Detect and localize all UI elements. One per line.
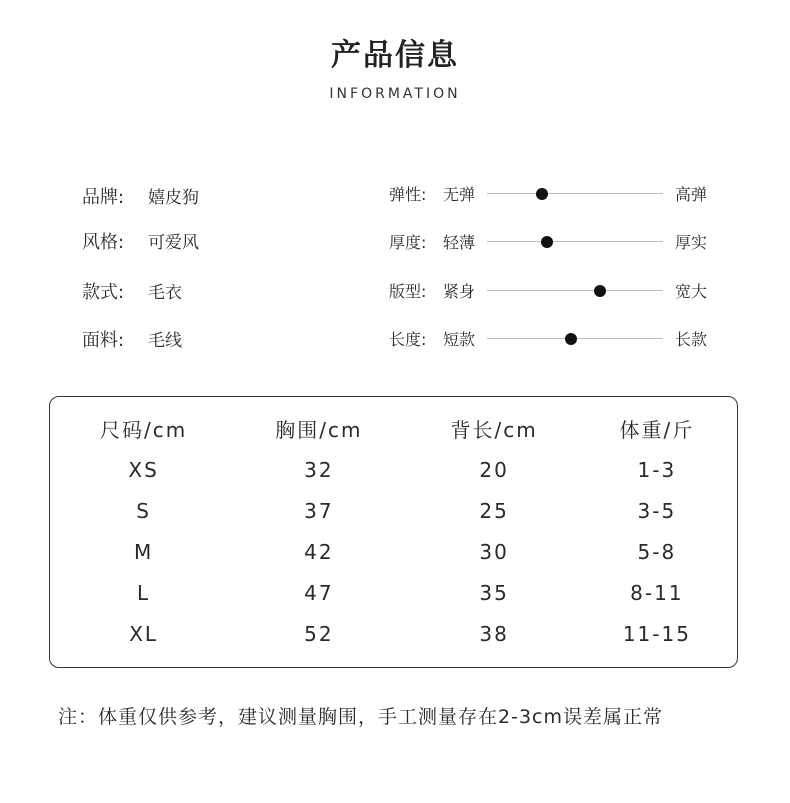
table-cell: L xyxy=(137,580,151,605)
scale-fit xyxy=(389,279,719,303)
table-row xyxy=(56,490,732,531)
table-cell: 42 xyxy=(304,539,334,564)
scale-high-label: 宽大 xyxy=(675,282,708,301)
attribute-value: 可爱风 xyxy=(148,233,199,253)
attribute-value: 嬉皮狗 xyxy=(148,188,199,208)
page-title: 产品信息 xyxy=(331,38,459,73)
size-table xyxy=(56,407,732,654)
table-cell: 20 xyxy=(479,457,509,482)
table-cell: M xyxy=(133,539,154,564)
scale-low-label: 紧身 xyxy=(443,282,476,301)
scale-track xyxy=(487,193,663,194)
scale-label: 弹性: xyxy=(389,185,427,204)
scale-marker xyxy=(536,188,548,200)
attribute-label: 款式: xyxy=(82,282,125,303)
table-cell: 35 xyxy=(479,580,509,605)
table-cell: 1-3 xyxy=(637,457,677,482)
table-row xyxy=(56,572,732,613)
table-cell: 25 xyxy=(479,498,509,523)
column-header: 体重/斤 xyxy=(619,417,695,442)
table-cell: 11-15 xyxy=(622,621,691,646)
table-header-row xyxy=(56,407,732,449)
column-header: 胸围/cm xyxy=(275,417,363,442)
attribute-fabric xyxy=(82,326,182,352)
scale-track xyxy=(487,290,663,291)
size-table-box xyxy=(49,396,738,668)
column-header: 背长/cm xyxy=(450,417,538,442)
attribute-type xyxy=(82,278,182,304)
table-cell: 38 xyxy=(479,621,509,646)
scale-thickness xyxy=(389,230,719,254)
table-cell: 3-5 xyxy=(637,498,677,523)
scale-high-label: 厚实 xyxy=(675,233,708,252)
table-cell: XL xyxy=(129,621,159,646)
attribute-value: 毛线 xyxy=(148,331,182,351)
scale-elasticity xyxy=(389,182,719,206)
column-header: 尺码/cm xyxy=(100,417,188,442)
table-row xyxy=(56,531,732,572)
table-cell: XS xyxy=(128,457,159,482)
scale-label: 长度: xyxy=(389,330,427,349)
table-row xyxy=(56,613,732,654)
table-cell: 52 xyxy=(304,621,334,646)
table-cell: 32 xyxy=(304,457,334,482)
attribute-value: 毛衣 xyxy=(148,283,182,303)
page-subtitle: INFORMATION xyxy=(329,86,461,102)
scale-marker xyxy=(565,333,577,345)
table-cell: 8-11 xyxy=(630,580,684,605)
attribute-label: 品牌: xyxy=(82,187,125,208)
table-cell: S xyxy=(136,498,151,523)
table-cell: 37 xyxy=(304,498,334,523)
scale-label: 版型: xyxy=(389,282,427,301)
table-cell: 30 xyxy=(479,539,509,564)
scale-label: 厚度: xyxy=(389,233,427,252)
attribute-style xyxy=(82,228,199,254)
attribute-label: 风格: xyxy=(82,232,125,253)
scale-length xyxy=(389,327,719,351)
scale-high-label: 长款 xyxy=(675,330,708,349)
scale-marker xyxy=(541,236,553,248)
scale-low-label: 短款 xyxy=(443,330,476,349)
attribute-label: 面料: xyxy=(82,330,125,351)
table-cell: 5-8 xyxy=(637,539,677,564)
footnote: 注：体重仅供参考，建议测量胸围，手工测量存在2-3cm误差属正常 xyxy=(58,706,663,728)
table-cell: 47 xyxy=(304,580,334,605)
scale-marker xyxy=(594,285,606,297)
scale-track xyxy=(487,241,663,242)
scale-low-label: 轻薄 xyxy=(443,233,476,252)
scale-high-label: 高弹 xyxy=(675,185,708,204)
table-row xyxy=(56,449,732,490)
scale-low-label: 无弹 xyxy=(443,185,476,204)
attribute-brand xyxy=(82,183,199,209)
